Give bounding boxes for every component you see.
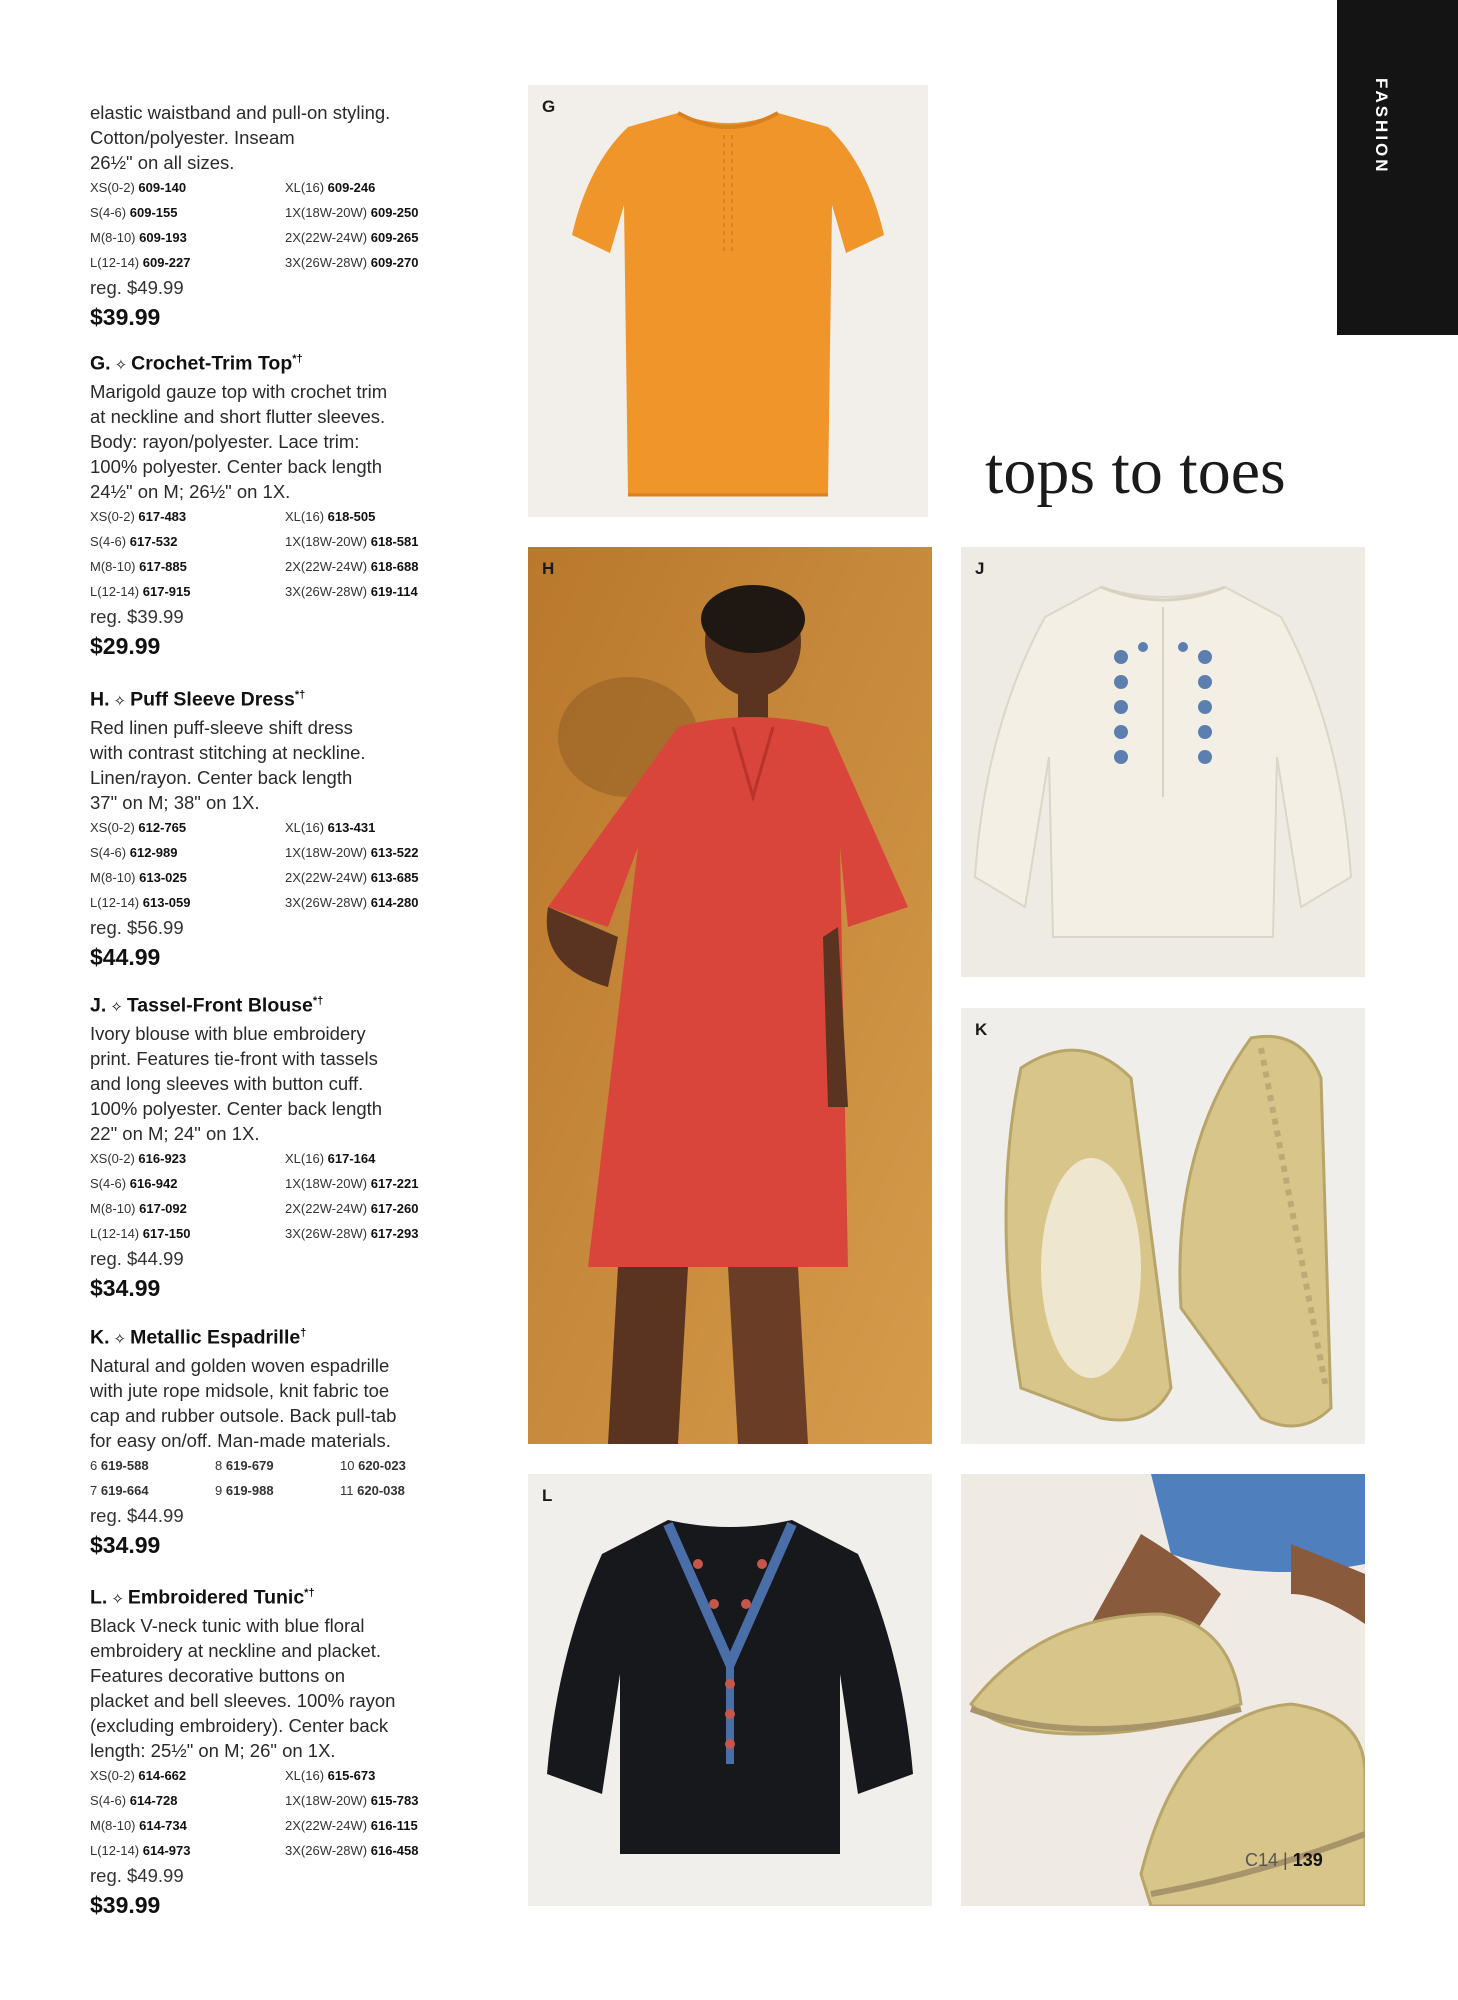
photo-label: K xyxy=(975,1020,988,1039)
sale-price: $34.99 xyxy=(90,1274,161,1301)
photo-g xyxy=(528,85,928,517)
sku-table: XS(0-2) 612-765 XL(16) 613-431 S(4-6) 612-989 1X(18W-20W) 613-522 M(8-10) 613-025 2X(22W-24W) 613-685 L(12-14) 613-059 3X(26W-28W) 614-280 xyxy=(90,819,419,910)
sku-cell: M(8-10) 609-193 xyxy=(90,230,187,245)
section-tab-label: FASHION xyxy=(1372,78,1391,175)
desc-line: and long sleeves with button cuff. xyxy=(90,1072,364,1094)
desc-line: Ivory blouse with blue embroidery xyxy=(90,1022,366,1044)
page-folio xyxy=(1245,1850,1323,1871)
sku-cell: 3X(26W-28W) 609-270 xyxy=(285,255,419,270)
sale-price: $39.99 xyxy=(90,304,161,330)
desc-line: 100% polyester. Center back length xyxy=(90,1097,383,1119)
sku-table: XS(0-2) 616-923 XL(16) 617-164 S(4-6) 616-942 1X(18W-20W) 617-221 M(8-10) 617-092 2X(22W-24W) 617-260 L(12-14) 617-150 3X(26W-28W) 617-293 xyxy=(90,1150,419,1241)
regular-price: reg. $49.99 xyxy=(90,277,184,298)
intro-line: 26½" on all sizes. xyxy=(90,152,235,173)
desc-line: Features decorative buttons on xyxy=(90,1664,346,1686)
desc-line: print. Features tie-front with tassels xyxy=(90,1047,378,1069)
orange-top-illustration xyxy=(528,85,928,517)
sku-table: XS(0-2) 617-483 XL(16) 618-505 S(4-6) 617-532 1X(18W-20W) 618-581 M(8-10) 617-885 2X(22W-24W) 618-688 L(12-14) 617-915 3X(26W-28W) 619-114 xyxy=(90,508,419,599)
sale-price: $29.99 xyxy=(90,632,161,659)
desc-line: for easy on/off. Man-made materials. xyxy=(90,1429,391,1451)
desc-line: 24½" on M; 26½" on 1X. xyxy=(90,480,291,502)
folio-separator: | xyxy=(1283,1850,1288,1870)
sku-cell: 1X(18W-20W) 609-250 xyxy=(285,205,419,220)
black-tunic-illustration xyxy=(528,1474,932,1906)
product-title: J. ✧ Tassel-Front Blouse*† xyxy=(90,994,324,1017)
product-j xyxy=(90,988,510,1305)
section-code: C14 xyxy=(1245,1850,1279,1870)
regular-price: reg. $49.99 xyxy=(90,1864,184,1886)
ivory-blouse-illustration xyxy=(961,547,1365,977)
desc-line: length: 25½" on M; 26" on 1X. xyxy=(90,1739,336,1761)
sku-cell: S(4-6) 609-155 xyxy=(90,205,178,220)
desc-line: 100% polyester. Center back length xyxy=(90,455,383,477)
desc-line: with contrast stitching at neckline. xyxy=(90,741,366,763)
sale-price: $44.99 xyxy=(90,943,161,970)
sku-cell: 2X(22W-24W) 609-265 xyxy=(285,230,419,245)
desc-line: Red linen puff-sleeve shift dress xyxy=(90,716,353,738)
product-title: H. ✧ Puff Sleeve Dress*† xyxy=(90,688,306,711)
product-l xyxy=(90,1580,510,1922)
sale-price: $39.99 xyxy=(90,1891,161,1918)
product-k xyxy=(90,1320,510,1562)
desc-line: embroidery at neckline and placket. xyxy=(90,1639,382,1661)
product-title: L. ✧ Embroidered Tunic*† xyxy=(90,1586,315,1609)
product-title: G. ✧ Crochet-Trim Top*† xyxy=(90,352,303,375)
photo-j xyxy=(961,547,1365,977)
desc-line: placket and bell sleeves. 100% rayon xyxy=(90,1689,396,1711)
desc-line: 37" on M; 38" on 1X. xyxy=(90,791,260,813)
sku-cell: L(12-14) 609-227 xyxy=(90,255,191,270)
photo-h xyxy=(528,547,932,1444)
sku-table: XS(0-2) 614-662 XL(16) 615-673 S(4-6) 614-728 1X(18W-20W) 615-783 M(8-10) 614-734 2X(22W-24W) 616-115 L(12-14) 614-973 3X(26W-28W) 616-458 xyxy=(90,1767,419,1858)
desc-line: 22" on M; 24" on 1X. xyxy=(90,1122,260,1144)
desc-line: at neckline and short flutter sleeves. xyxy=(90,405,386,427)
product-h xyxy=(90,682,510,974)
desc-line: cap and rubber outsole. Back pull-tab xyxy=(90,1404,397,1426)
desc-line: Natural and golden woven espadrille xyxy=(90,1354,390,1376)
regular-price: reg. $44.99 xyxy=(90,1504,184,1526)
photo-l xyxy=(528,1474,932,1906)
sku-cell: XS(0-2) 609-140 xyxy=(90,180,187,195)
desc-line: Black V-neck tunic with blue floral xyxy=(90,1614,365,1636)
product-g xyxy=(90,346,510,663)
desc-line: Linen/rayon. Center back length xyxy=(90,766,353,788)
page-number: 139 xyxy=(1292,1850,1323,1870)
regular-price: reg. $39.99 xyxy=(90,605,184,627)
desc-line: with jute rope midsole, knit fabric toe xyxy=(90,1379,390,1401)
regular-price: reg. $56.99 xyxy=(90,916,184,938)
intro-line: Cotton/polyester. Inseam xyxy=(90,127,295,148)
page-headline: tops to toes xyxy=(985,435,1286,508)
photo-label: L xyxy=(542,1486,553,1505)
photo-k xyxy=(961,1008,1365,1444)
photo-label: G xyxy=(542,97,556,116)
product-title: K. ✧ Metallic Espadrille† xyxy=(90,1326,307,1349)
desc-line: (excluding embroidery). Center back xyxy=(90,1714,389,1736)
photo-label: J xyxy=(975,559,985,578)
sale-price: $34.99 xyxy=(90,1531,161,1558)
section-tab xyxy=(1337,0,1458,335)
desc-line: Body: rayon/polyester. Lace trim: xyxy=(90,430,360,452)
photo-espadrille-worn xyxy=(961,1474,1365,1906)
intro-block xyxy=(90,100,510,334)
sku-cell: XL(16) 609-246 xyxy=(285,180,376,195)
size-table: 6 619-588 8 619-679 10 620-023 7 619-664 9 619-988 11 620-038 xyxy=(90,1457,406,1498)
sku-table xyxy=(90,175,510,275)
intro-line: elastic waistband and pull-on styling. xyxy=(90,102,391,123)
desc-line: Marigold gauze top with crochet trim xyxy=(90,380,388,402)
photo-label: H xyxy=(542,559,555,578)
regular-price: reg. $44.99 xyxy=(90,1247,184,1269)
espadrille-pair-illustration xyxy=(961,1008,1365,1444)
espadrille-worn-illustration xyxy=(961,1474,1365,1906)
red-dress-illustration xyxy=(528,547,932,1444)
